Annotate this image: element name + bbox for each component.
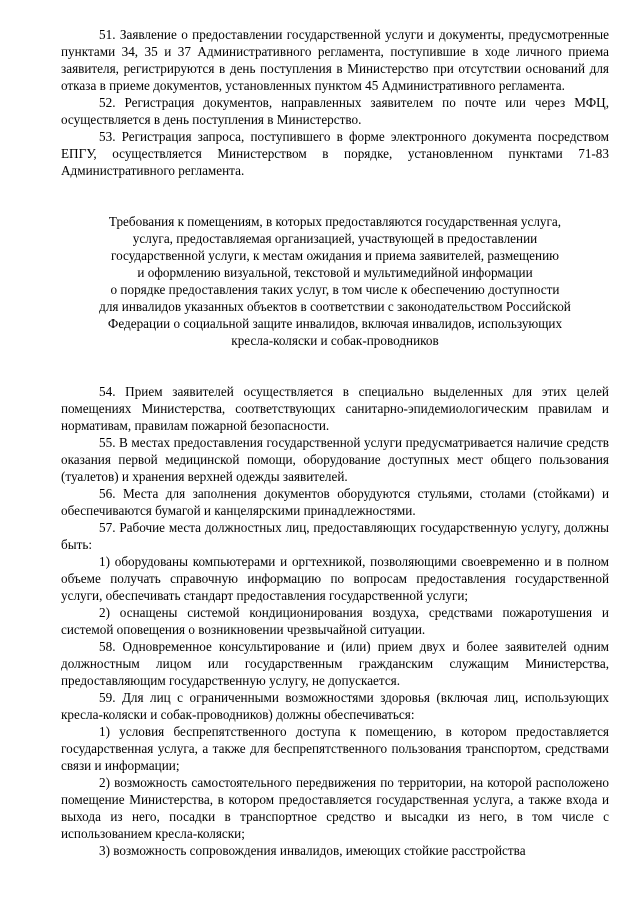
document-page [61, 26, 609, 859]
paragraph-53: 53. Регистрация запроса, поступившего в форме электронного документа посредством ЕПГУ, осуществляется Министерством в порядке, установленном пунктами 71-83 Административного регламента. [61, 129, 609, 178]
section-heading [61, 213, 609, 349]
list-item-59-2: 2) возможность самостоятельного передвижения по территории, на которой расположено помещение Министерства, в котором предоставляется государственная услуга, а также входа и выхода из него, посадки в транспортное средство и высадки из него, в том числе с использованием кресла-коляски; [61, 775, 609, 841]
heading-line: о порядке предоставления таких услуг, в том числе к обеспечению доступности [110, 282, 560, 297]
paragraph-54: 54. Прием заявителей осуществляется в специально выделенных для этих целей помещениях Министерства, соответствующих санитарно-эпидемиологическим правилам и нормативам, правилам пожарной безопасности. [61, 384, 609, 433]
spacer [61, 349, 609, 366]
heading-line: услуга, предоставляемая организацией, участвующей в предоставлении [132, 231, 538, 246]
list-item-57-2: 2) оснащены системой кондиционирования воздуха, средствами пожаротушения и системой оповещения о возникновении чрезвычайной ситуации. [61, 605, 609, 637]
paragraph-51: 51. Заявление о предоставлении государственной услуги и документы, предусмотренные пунктами 34, 35 и 37 Административного регламента, поступившие в ходе личного приема заявителя, регистрируются в день поступления в Министерство при отсутствии оснований для отказа в приеме документов, установленных пунктом 45 Административного регламента. [61, 27, 609, 93]
heading-line: для инвалидов указанных объектов в соответствии с законодательством Российской [99, 299, 571, 314]
list-item-59-1: 1) условия беспрепятственного доступа к помещению, в котором предоставляется государственная услуга, а также для беспрепятственного пользования транспортом, средствами связи и информации; [61, 724, 609, 773]
heading-line: Федерации о социальной защите инвалидов, включая инвалидов, использующих [107, 316, 563, 331]
heading-line: Требования к помещениям, в которых предоставляются государственная услуга, [108, 214, 562, 229]
list-item-57-1: 1) оборудованы компьютерами и оргтехникой, позволяющими своевременно и в полном объеме получать справочную информацию по вопросам предоставления государственной услуги, обеспечивать стандарт предоставления государственной услуги; [61, 554, 609, 603]
spacer [61, 179, 609, 196]
paragraph-57: 57. Рабочие места должностных лиц, предоставляющих государственную услугу, должны быть: [61, 520, 609, 552]
heading-line: и оформлению визуальной, текстовой и мультимедийной информации [137, 265, 533, 280]
paragraph-59: 59. Для лиц с ограниченными возможностями здоровья (включая лиц, использующих кресла-коляски и собак-проводников) должны обеспечиваться: [61, 690, 609, 722]
heading-line: кресла-коляски и собак-проводников [231, 333, 439, 348]
heading-line: государственной услуги, к местам ожидания и приема заявителей, размещению [110, 248, 560, 263]
paragraph-58: 58. Одновременное консультирование и (или) прием двух и более заявителей одним должностным лицом или государственным гражданским служащим Министерства, предоставляющим государственную услугу, не допускается. [61, 639, 609, 688]
spacer [61, 196, 609, 213]
paragraph-55: 55. В местах предоставления государственной услуги предусматривается наличие средств оказания первой медицинской помощи, оборудование доступных мест общего пользования (туалетов) и хранения верхней одежды заявителей. [61, 435, 609, 484]
spacer [61, 366, 609, 383]
paragraph-52: 52. Регистрация документов, направленных заявителем по почте или через МФЦ, осуществляется в день поступления в Министерство. [61, 95, 609, 127]
list-item-59-3: 3) возможность сопровождения инвалидов, имеющих стойкие расстройства [99, 843, 526, 858]
paragraph-56: 56. Места для заполнения документов оборудуются стульями, столами (стойками) и обеспечиваются бумагой и канцелярскими принадлежностями. [61, 486, 609, 518]
